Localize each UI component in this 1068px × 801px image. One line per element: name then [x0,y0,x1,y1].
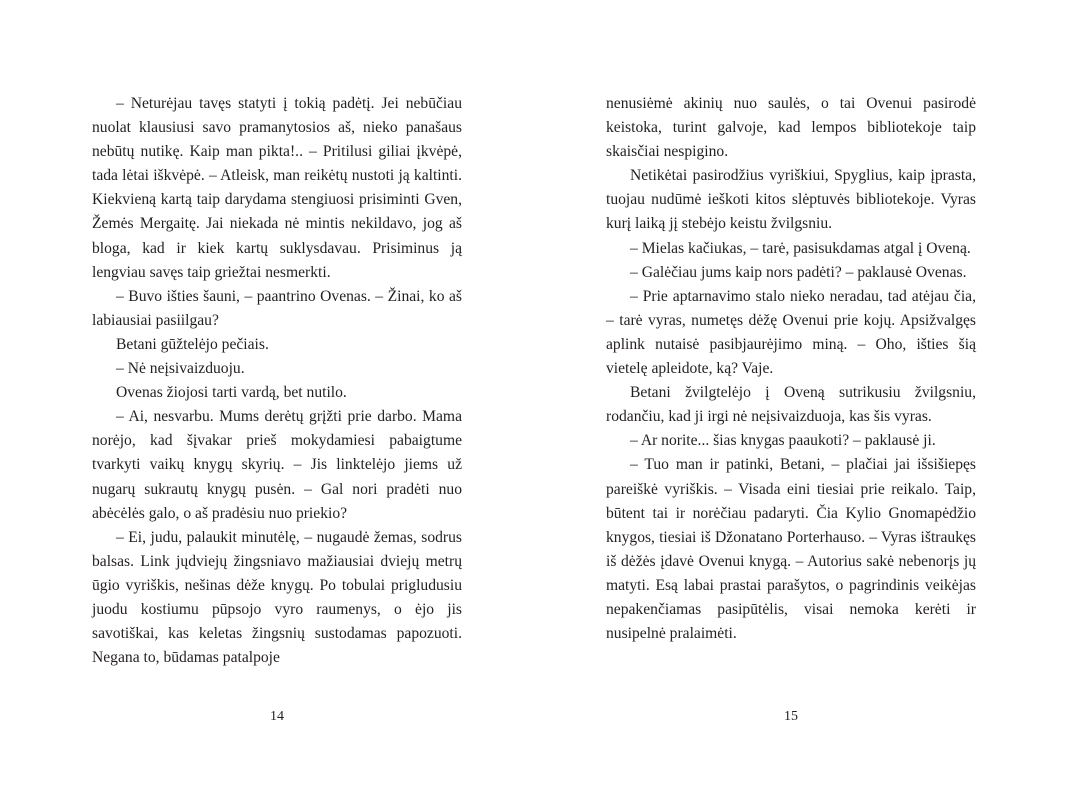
paragraph: – Ei, judu, palaukit minutėlę, – nugaudė žemas, sodrus balsas. Link jųdviejų žingsniavo mažiausiai dviejų metrų ūgio vyriškis, nešinas dėže knygų. Po tobulai prigludusiu juodu kostiumu pūpsojo vyro raumenys, o ėjo jis savotiškai, kas keletas žingsnių sustodamas papozuoti. Negana to, būdamas patalpoje [92,528,462,667]
paragraph: – Ai, nesvarbu. Mums derėtų grįžti prie darbo. Mama norėjo, kad šįvakar prieš mokydamiesi pabaigtume tvarkyti vaikų knygų skyrių. – Jis linktelėjo jiems už nugarų sukrautų knygų pusėn. – Gal nori pradėti nuo abėcėlės galo, o aš pradėsiu nuo priekio? [92,408,462,522]
paragraph: – Galėčiau jums kaip nors padėti? – paklausė Ovenas. [630,263,967,281]
paragraph: – Prie aptarnavimo stalo nieko neradau, tad atėjau čia, – tarė vyras, numetęs dėžę Ovenui prie kojų. Apsižvalgęs aplink nutaisė pasibjaurėjimo miną. – Oho, išties šią vietelę apleidote, ką? Vaje. [606,287,976,378]
paragraph: – Buvo išties šauni, – paantrino Ovenas. – Žinai, ko aš labiausiai pasiilgau? [92,287,462,329]
paragraph: Betani žvilgtelėjo į Oveną sutrikusiu žvilgsniu, rodančiu, kad ji irgi nė neįsivaizduoja, kas šis vyras. [606,384,976,426]
page-number-left: 14 [270,709,284,724]
paragraph: – Mielas kačiukas, – tarė, pasisukdamas atgal į Oveną. [630,239,971,257]
paragraph: Betani gūžtelėjo pečiais. [116,335,269,353]
left-page-text [92,92,462,670]
paragraph: nenusiėmė akinių nuo saulės, o tai Ovenui pasirodė keistoka, turint galvoje, kad lempos bibliotekoje taip skaisčiai nespigino. [606,95,976,161]
paragraph: – Nė neįsivaizduoju. [116,360,245,378]
right-page-text [606,92,976,646]
paragraph: – Neturėjau tavęs statyti į tokią padėtį. Jei nebūčiau nuolat klausiusi savo pramanytosios aš, nieko panašaus nebūtų nutikę. Kaip man pikta!.. – Pritilusi giliai įkvėpė, tada lėtai iškvėpė. – Atleisk, man reikėtų nustoti ją kaltinti. Kiekvieną kartą taip darydama stengiuosi prisiminti Gven, Žemės Mergaitę. Jai niekada nė mintis nekildavo, jog aš bloga, kad ir kiek kartų suklysdavau. Prisiminus ją lengviau savęs taip griežtai nesmerkti. [92,95,462,281]
left-page [92,92,462,670]
right-page [606,92,976,646]
paragraph: – Tuo man ir patinki, Betani, – plačiai jai išsišiepęs pareiškė vyriškis. – Visada eini tiesiai prie reikalo. Taip, būtent tai ir norėčiau padaryti. Čia Kylio Gnomapėdžio knygos, tiesiai iš Džonatano Porterhauso. – Vyras ištraukęs iš dėžės įdavė Ovenui knygą. – Autorius sakė nebenorįs jų matyti. Esą labai prastai parašytos, o pagrindinis veikėjas nepakenčiamas pasipūtėlis, visai nemoka kerėti ir nusipelnė pralaimėti. [606,456,976,643]
paragraph: Ovenas žiojosi tarti vardą, bet nutilo. [116,384,347,402]
paragraph: Netikėtai pasirodžius vyriškiui, Spyglius, kaip įprasta, tuojau nudūmė ieškoti kitos slėptuvės bibliotekoje. Vyras kurį laiką jį stebėjo keistu žvilgsniu. [606,167,976,233]
page-number-right: 15 [784,709,798,724]
paragraph: – Ar norite... šias knygas paaukoti? – paklausė ji. [630,432,936,450]
